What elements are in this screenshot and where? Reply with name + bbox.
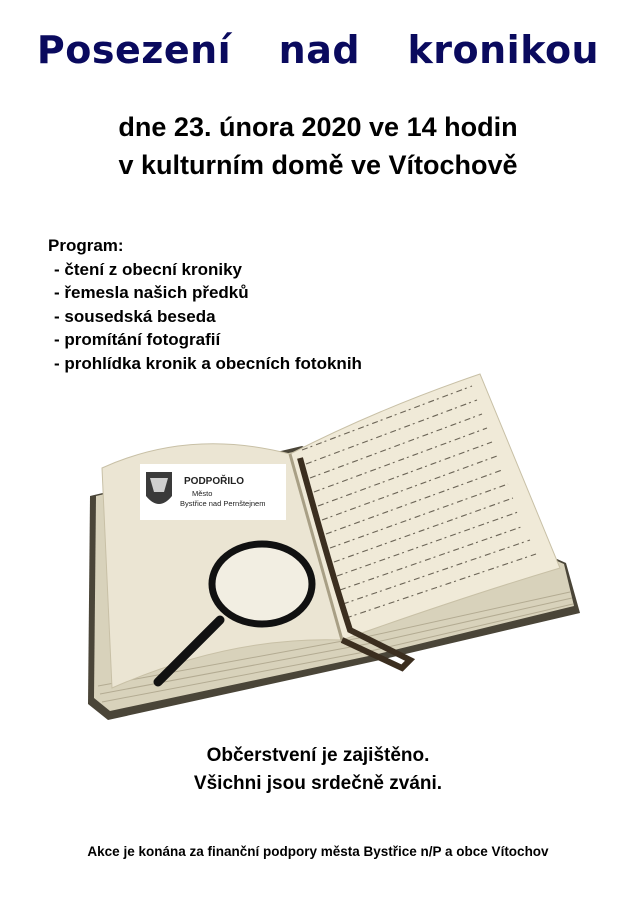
- program-item: - řemesla našich předků: [54, 281, 362, 305]
- poster-title: Posezení nad kronikou: [36, 28, 600, 72]
- event-details: [0, 108, 636, 184]
- sponsor-town-label: Město: [192, 489, 213, 498]
- sponsor-town-name: Bystřice nad Pernštejnem: [180, 499, 266, 508]
- program-item: - čtení z obecní kroniky: [54, 258, 362, 282]
- program-item: - prohlídka kronik a obecních fotoknih: [54, 352, 362, 376]
- program-item: - promítání fotografií: [54, 328, 362, 352]
- book-illustration: [80, 368, 600, 728]
- event-place: v kulturním domě ve Vítochově: [118, 150, 518, 180]
- program-item: - sousedská beseda: [54, 305, 362, 329]
- closing-text: [0, 742, 636, 798]
- sponsor-logo: [140, 464, 286, 520]
- sponsor-label: PODPOŘILO: [184, 476, 245, 487]
- program-list: [48, 258, 362, 376]
- event-date: dne 23. února 2020 ve 14 hodin: [118, 112, 518, 142]
- program-section: [48, 234, 362, 375]
- footer-note: Akce je konána za finanční podpory města Bystřice n/P a obce Vítochov: [87, 844, 549, 859]
- invitation-line: Všichni jsou srdečně zváni.: [193, 773, 443, 794]
- refreshments-line: Občerstvení je zajištěno.: [206, 745, 430, 766]
- program-heading: Program:: [48, 236, 124, 255]
